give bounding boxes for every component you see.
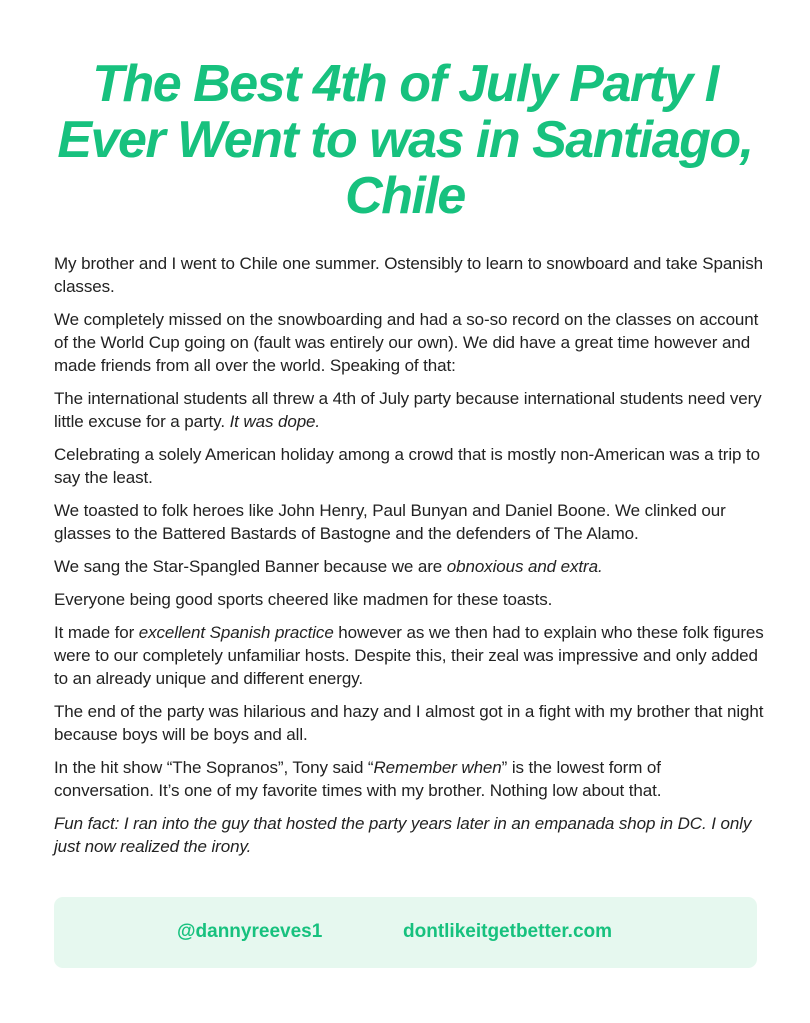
paragraph-1: My brother and I went to Chile one summer. Ostensibly to learn to snowboard and take Spanish classes. [54, 254, 763, 296]
paragraph-9: The end of the party was hilarious and hazy and I almost got in a fight with my brother that night because boys will be boys and all. [54, 702, 764, 744]
paragraph-3-text: The international students all threw a 4th of July party because international students need very little excuse for a party. [54, 389, 762, 431]
article-title: The Best 4th of July Party I Ever Went to was in Santiago, Chile [57, 55, 753, 225]
fun-fact-text: Fun fact: I ran into the guy that hosted the party years later in an empanada shop in DC. I only just now realized the irony. [54, 814, 752, 856]
footer-banner [54, 897, 757, 968]
paragraph-10-post: ” is the lowest form of conversation. It’s one of my favorite times with my brother. Nothing low about that. [54, 758, 662, 800]
paragraph-6 [54, 555, 764, 578]
website-link[interactable]: dontlikeitgetbetter.com [403, 921, 613, 942]
paragraph-3 [54, 387, 764, 433]
paragraph-8 [54, 621, 764, 690]
paragraph-7: Everyone being good sports cheered like madmen for these toasts. [54, 590, 553, 609]
paragraph-8-post: however as we then had to explain who these folk figures were to our completely unfamiliar hosts. Despite this, their zeal was impressive and only added to an already unique and different energy. [54, 623, 764, 688]
paragraph-8-emphasis: excellent Spanish practice [138, 623, 334, 642]
paragraph-11 [54, 812, 764, 858]
paragraph-6-emphasis: obnoxious and extra. [446, 557, 603, 576]
paragraph-6-text: We sang the Star-Spangled Banner because we are [54, 557, 447, 576]
paragraph-5: We toasted to folk heroes like John Henry, Paul Bunyan and Daniel Boone. We clinked our glasses to the Battered Bastards of Bastogne and the defenders of The Alamo. [54, 501, 726, 543]
paragraph-3-emphasis: It was dope. [229, 412, 321, 431]
article-body [54, 252, 764, 868]
social-handle-link[interactable]: @dannyreeves1 [177, 921, 323, 942]
paragraph-10-pre: In the hit show “The Sopranos”, Tony said “ [54, 758, 374, 777]
paragraph-8-pre: It made for [54, 623, 139, 642]
paragraph-2: We completely missed on the snowboarding and had a so-so record on the classes on account of the World Cup going on (fault was entirely our own). We did have a great time however and made friends from all over the world. Speaking of that: [54, 310, 759, 375]
paragraph-10 [54, 756, 764, 802]
paragraph-10-emphasis: Remember when [373, 758, 502, 777]
paragraph-4: Celebrating a solely American holiday among a crowd that is mostly non-American was a trip to say the least. [54, 445, 760, 487]
